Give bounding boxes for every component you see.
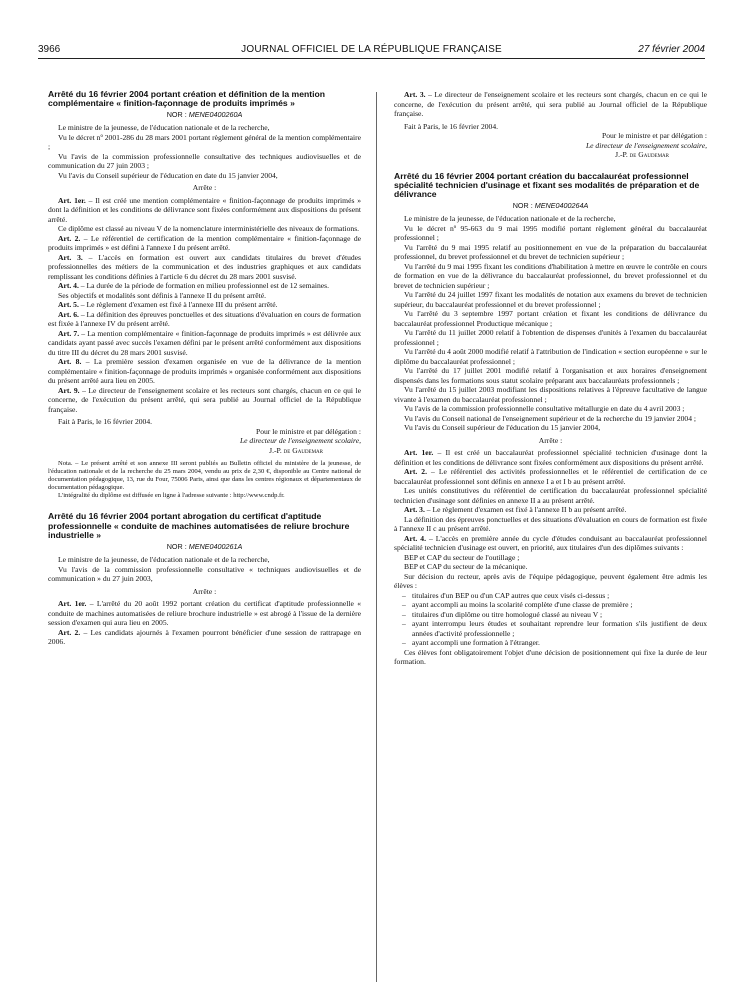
visa: Le ministre de la jeunesse, de l'éducation nationale et de la recherche, — [58, 123, 270, 133]
visa: Vu le décret nº 2001-286 du 28 mars 2001 portant règlement général de la mention complémentaire ; — [48, 132, 361, 152]
list-item: – titulaires d'un diplôme ou titre homologué classé au niveau V ; — [394, 610, 707, 620]
article — [48, 310, 361, 329]
decree-mention-complementaire — [48, 90, 361, 500]
visa: Vu l'avis du Conseil national de l'enseignement supérieur et de la recherche du 19 janvier 2004 ; — [404, 413, 697, 423]
header-rule — [38, 58, 705, 59]
visa: Vu l'arrêté du 9 mai 1995 relatif au positionnement en vue de la préparation du baccalauréat professionnel, du brevet professionnel et du brevet de technicien supérieur ; — [394, 242, 707, 262]
article-number: Art. 9. — [58, 385, 80, 395]
nota-url: L'intégralité du diplôme est diffusée en ligne à l'adresse suivante : http://www.cndp.fr. — [58, 492, 285, 500]
page-number: 3966 — [38, 44, 61, 55]
visa: Vu l'arrêté du 4 août 2000 modifié relatif à l'attribution de l'indication « section européenne » sur le diplôme du baccalauréat professionnel ; — [394, 347, 707, 366]
diploma-line: BEP et CAP du secteur de l'outillage ; — [404, 552, 520, 562]
nota-text: Nota. – Le présent arrêté et son annexe III seront publiés au Bulletin officiel du ministère de la jeunesse, de l'éducation nationale et de la recherche du 25 mars 2004, vendu au prix de 2,30 €, disponible au Centre national de documentation pédagogique, 13, rue du Four, 75006 Paris, ainsi que dans les centres régionaux et départementaux de documentation pédagogique. — [48, 460, 361, 492]
visa: Vu l'arrêté du 11 juillet 2000 relatif à l'obtention de dispenses d'unités à l'examen du baccalauréat professionnel ; — [394, 328, 707, 347]
article — [394, 467, 707, 486]
article-text: Ses objectifs et modalités sont définis à l'annexe II du présent arrêté. — [58, 290, 267, 300]
nor-label: NOR : — [166, 109, 187, 119]
article-text: – Le référentiel des activités professionnelles et le référentiel de certification de ce baccalauréat professionnel sont définis en annexe I a et I b au présent arrêté. — [394, 467, 707, 486]
article-number: Art. 3. — [58, 252, 83, 262]
decree-abrogation-cap-continued — [394, 90, 707, 160]
article-number: Art. 2. — [404, 467, 427, 477]
article-number: Art. 3. — [404, 505, 425, 515]
article-text: – L'accès en première année du cycle d'études conduisant au baccalauréat professionnel spécialité technicien d'usinage est ouvert, en priorité, aux titulaires d'un des diplômes suivants : — [394, 533, 707, 553]
visa: Le ministre de la jeunesse, de l'éducation nationale et de la recherche, — [58, 555, 270, 565]
column-divider — [376, 92, 377, 982]
article-text: – L'accès en formation est ouvert aux candidats titulaires du brevet d'études professionnelles des métiers de la communication et des industries graphiques et aux candidats remplissant les conditions définies à l'article 6 du décret du 28 mars 2001 susvisé. — [48, 252, 361, 281]
article — [394, 534, 707, 553]
decree-bac-pro-usinage — [394, 172, 707, 667]
article-number: Art. 8. — [58, 357, 82, 367]
article — [48, 196, 361, 225]
visa: Vu l'avis de la commission professionnelle consultative métallurgie en date du 4 avril 2003 ; — [404, 404, 685, 414]
article — [48, 599, 361, 628]
page-header — [38, 44, 705, 58]
nor-label: NOR : — [512, 200, 533, 210]
article-number: Art. 2. — [58, 627, 81, 637]
article-text: – La définition des épreuves ponctuelles et des situations d'évaluation en cours de formation est fixée à l'annexe IV du présent arrêté. — [48, 309, 361, 329]
nor-reference — [48, 542, 361, 552]
signature-role — [394, 141, 707, 151]
article-text: – Le règlement d'examen est fixé à l'annexe II b au présent arrêté. — [426, 505, 627, 515]
visa: Vu l'avis du Conseil supérieur de l'éducation du 15 janvier 2004, — [404, 423, 601, 433]
article — [48, 300, 361, 310]
right-column — [394, 90, 707, 667]
diploma-line: BEP et CAP du secteur de la mécanique. — [404, 562, 528, 572]
article-text: Ce diplôme est classé au niveau V de la nomenclature interministérielle des niveaux de formations. — [58, 224, 360, 234]
signature-line: Pour le ministre et par délégation : — [601, 131, 707, 140]
spacer — [394, 160, 707, 172]
arrete-heading: Arrête : — [192, 183, 217, 193]
decree-title: Arrêté du 16 février 2004 portant création et définition de la mention complémentaire « finition-façonnage de produits imprimés » — [48, 89, 325, 109]
signature-name: J.-P. de Gaudemar — [615, 150, 669, 159]
visa: Vu le décret nº 95-663 du 9 mai 1995 modifié portant règlement général du baccalauréat professionnel ; — [394, 223, 707, 243]
nor-code: MENE0400260A — [188, 109, 243, 119]
article-text: – L'arrêté du 20 août 1992 portant création du certificat d'aptitude professionnelle « conduite de machines automatisées de reliure brochure industrielle » est abrogé à l'issue de la dernière session d'examen qui aura lieu en 2005. — [48, 599, 362, 628]
article — [48, 234, 361, 253]
article-text: – Le directeur de l'enseignement scolaire et les recteurs sont chargés, chacun en ce qui le concerne, de l'exécution du présent arrêté, qui sera publié au Journal officiel de la République française. — [394, 90, 707, 118]
article-text: – La mention complémentaire « finition-façonnage de produits imprimés » est délivrée aux candidats ayant passé avec succès l'examen défini par le présent arrêté conformément aux dispositions du titre III du décret du 28 mars 2001 susvisé. — [48, 328, 361, 357]
article-text: La définition des épreuves ponctuelles et des situations d'évaluation en cours de formation est fixée à l'annexe II c au présent arrêté. — [394, 514, 707, 534]
signature-role — [48, 436, 361, 446]
article-text: Sur décision du recteur, après avis de l'équipe pédagogique, peuvent également être admis les élèves : — [394, 571, 707, 591]
nor-code: MENE0400264A — [534, 200, 589, 210]
nota — [48, 460, 361, 500]
visa: Vu l'avis de la commission professionnelle consultative des techniques audiovisuelles et de communication du 27 juin 2003 ; — [48, 151, 361, 171]
arrete-heading: Arrête : — [192, 586, 217, 596]
article-number: Art. 6. — [58, 309, 79, 319]
issue-date: 27 février 2004 — [638, 44, 705, 55]
signature-role-text: Le directeur de l'enseignement scolaire, — [239, 436, 361, 446]
article — [394, 505, 707, 515]
list-item: – ayant accompli au moins la scolarité complète d'une classe de première ; — [394, 600, 707, 610]
article — [48, 628, 361, 647]
visa: Vu l'arrêté du 9 mai 1995 fixant les conditions d'habilitation à mettre en œuvre le contrôle en cours de formation en vue de la délivrance du baccalauréat professionnel, du brevet professionnel et du brevet de technicien supérieur ; — [394, 261, 707, 290]
decree-title: Arrêté du 16 février 2004 portant création du baccalauréat professionnel spécialité technicien d'usinage et fixant ses modalités de préparation et de délivrance — [394, 170, 700, 200]
article-number: Art. 1er. — [58, 599, 87, 609]
article-number: Art. 4. — [58, 281, 79, 291]
article — [48, 386, 361, 415]
signature-line: Pour le ministre et par délégation : — [255, 426, 361, 436]
article-number: Art. 4. — [404, 533, 426, 543]
nor-reference — [48, 110, 361, 120]
article-text: Les unités constitutives du référentiel de certification du baccalauréat professionnel spécialité technicien d'usinage sont définies en annexe II a au présent arrêté. — [394, 486, 707, 505]
visa: Vu l'arrêté du 17 juillet 2001 modifié relatif à l'organisation et aux horaires d'enseignement dispensés dans les formations sous statut scolaire préparant aux baccalauréats professionnels ; — [394, 366, 707, 385]
article-number: Art. 2. — [58, 233, 81, 243]
article-number: Art. 3. — [404, 90, 426, 99]
article-text: – Le règlement d'examen est fixé à l'annexe III du présent arrêté. — [80, 300, 278, 310]
done-at: Fait à Paris, le 16 février 2004. — [404, 121, 499, 131]
article — [394, 448, 707, 467]
nor-reference — [394, 201, 707, 211]
signature-role-text: Le directeur de l'enseignement scolaire, — [585, 140, 707, 150]
list-item: – titulaires d'un BEP ou d'un CAP autres que ceux visés ci-dessus ; — [394, 591, 707, 601]
nor-label: NOR : — [166, 541, 187, 551]
arrete-heading: Arrête : — [538, 435, 563, 445]
decree-title: Arrêté du 16 février 2004 portant abrogation du certificat d'aptitude professionnelle « conduite de machines automatisées de reliure brochure industrielle » — [48, 511, 350, 541]
visa: Le ministre de la jeunesse, de l'éducation nationale et de la recherche, — [404, 214, 616, 224]
visa: Vu l'arrêté du 3 septembre 1997 portant création et fixant les conditions de délivrance du baccalauréat professionnel Productique mécanique ; — [394, 309, 707, 328]
nor-code: MENE0400261A — [188, 541, 243, 551]
visa: Vu l'arrêté du 15 juillet 2003 modifiant les dispositions relatives à l'épreuve facultative de langue vivante à l'examen du baccalauréat professionnel ; — [394, 385, 707, 404]
article-text: – Le référentiel de certification de la mention complémentaire « finition-façonnage de produits imprimés » est défini à l'annexe I du présent arrêté. — [48, 233, 361, 253]
decree-abrogation-cap — [48, 512, 361, 646]
signature-name: J.-P. de Gaudemar — [269, 445, 323, 455]
visa: Vu l'arrêté du 24 juillet 1997 fixant les modalités de notation aux examens du brevet de technicien supérieur, du baccalauréat professionnel et du brevet professionnel ; — [394, 290, 707, 309]
article-number: Art. 1er. — [58, 195, 86, 205]
list-item: – ayant accompli une formation à l'étranger. — [394, 638, 707, 648]
left-column — [48, 90, 361, 647]
article-text: – La première session d'examen organisée en vue de la délivrance de la mention complémentaire « finition-façonnage de produits imprimés » organisée conformément aux dispositions du présent arrêté aura lieu en 2005. — [48, 357, 361, 386]
visa: Vu l'avis de la commission professionnelle consultative « techniques audiovisuelles et de communication » du 27 juin 2003, — [48, 564, 361, 584]
article-text: – La durée de la période de formation en milieu professionnel est de 12 semaines. — [80, 281, 329, 291]
article-text: – Il est créé un baccalauréat professionnel spécialité technicien d'usinage dont la définition et les conditions de délivrance sont fixées conformément aux dispositions du présent arrêté. — [394, 448, 707, 467]
list-item: – ayant interrompu leurs études et souhaitant reprendre leur formation s'ils justifient de deux années d'activité professionnelle ; — [394, 619, 707, 638]
article — [48, 281, 361, 291]
article — [48, 357, 361, 386]
article-number: Art. 7. — [58, 328, 80, 338]
article — [48, 253, 361, 282]
article-text: – Les candidats ajournés à l'examen pourront bénéficier d'une session de rattrapage en 2006. — [48, 627, 361, 647]
article-text: – Il est créé une mention complémentaire « finition-façonnage de produits imprimés » dont la définition et les conditions de délivrance sont fixées conformément aux dispositions du présent arrêté. — [48, 195, 361, 224]
visa: Vu l'avis du Conseil supérieur de l'éducation en date du 15 janvier 2004, — [58, 170, 278, 180]
done-at: Fait à Paris, le 16 février 2004. — [58, 417, 153, 427]
article-text: – Le directeur de l'enseignement scolaire et les recteurs sont chargés, chacun en ce qui le concerne, de l'exécution du présent arrêté, qui sera publié au Journal officiel de la République française. — [48, 385, 361, 414]
journal-title: JOURNAL OFFICIEL DE LA RÉPUBLIQUE FRANÇAISE — [241, 44, 502, 55]
article-number: Art. 1er. — [404, 448, 434, 458]
article-number: Art. 5. — [58, 300, 79, 310]
closing-text: Ces élèves font obligatoirement l'objet d'une décision de positionnement qui fixe la durée de leur formation. — [394, 647, 707, 667]
article — [48, 329, 361, 358]
article — [394, 90, 707, 119]
